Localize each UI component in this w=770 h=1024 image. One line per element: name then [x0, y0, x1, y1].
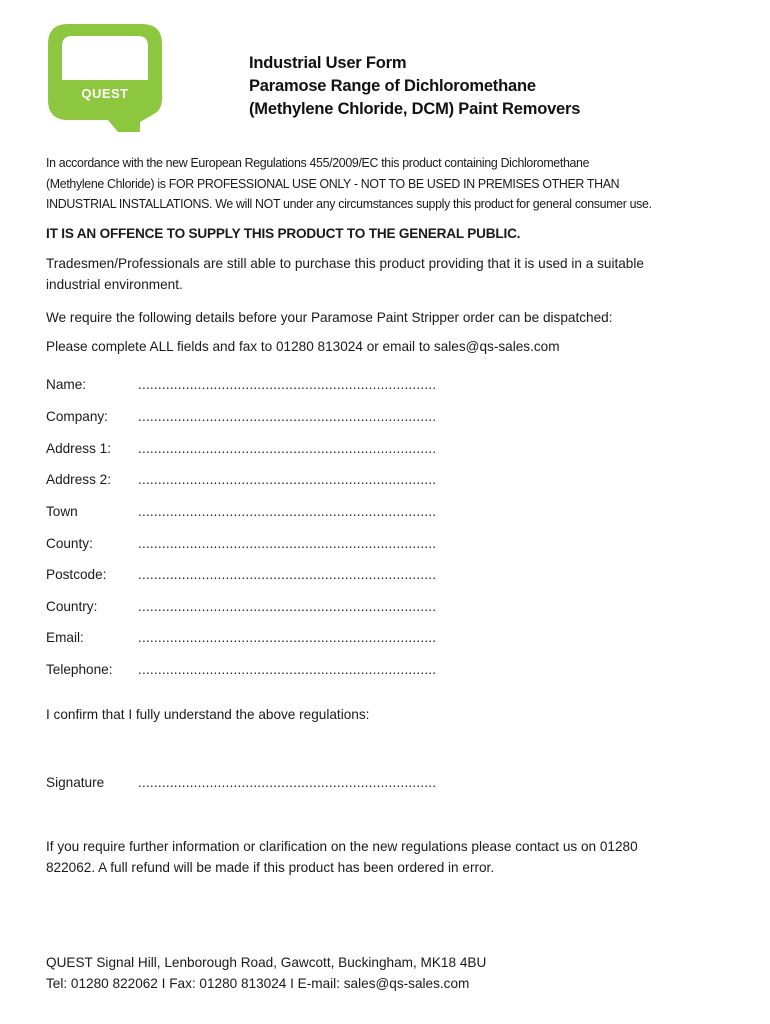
field-label: Postcode: — [46, 567, 107, 582]
field-input-line[interactable]: ........................................................................... — [138, 567, 437, 582]
intro-line-1: In accordance with the new European Regulations 455/2009/EC this product containing Dichloromethane — [46, 155, 590, 170]
contact-line-2: 822062. A full refund will be made if this product has been ordered in error. — [46, 860, 495, 875]
title-line-2: Paramose Range of Dichloromethane — [249, 77, 536, 95]
field-label: Telephone: — [46, 662, 113, 677]
tradesmen-paragraph — [46, 253, 736, 295]
field-input-line[interactable]: ........................................................................... — [138, 599, 437, 614]
intro-line-2: (Methylene Chloride) is FOR PROFESSIONAL USE ONLY - NOT TO BE USED IN PREMISES OTHER THAN — [46, 175, 620, 191]
contact-line-1: If you require further information or clarification on the new regulations please contact us on 01280 — [46, 839, 638, 854]
confirm-text: I confirm that I fully understand the above regulations: — [46, 707, 370, 722]
signature-label: Signature — [46, 775, 105, 790]
require-text: We require the following details before your Paramose Paint Stripper order can be dispatched: — [46, 310, 613, 325]
complete-instructions: Please complete ALL fields and fax to 01280 813024 or email to sales@qs-sales.com — [46, 339, 560, 354]
tradesmen-line-1: Tradesmen/Professionals are still able to purchase this product providing that it is used in a suitable — [46, 256, 644, 271]
footer-contacts: Tel: 01280 822062 I Fax: 01280 813024 I E-mail: sales@qs-sales.com — [46, 976, 470, 991]
signature-input-line[interactable]: ........................................................................... — [138, 775, 437, 790]
title-line-3: (Methylene Chloride, DCM) Paint Removers — [249, 100, 581, 118]
quest-logo — [44, 22, 166, 134]
offence-warning: IT IS AN OFFENCE TO SUPPLY THIS PRODUCT TO THE GENERAL PUBLIC. — [46, 226, 521, 241]
field-label: Address 1: — [46, 441, 111, 456]
quest-logo-graphic — [44, 22, 166, 134]
form-title — [249, 52, 729, 121]
field-label: Country: — [46, 599, 98, 614]
field-label: Town — [46, 504, 78, 519]
field-input-line[interactable]: ........................................................................... — [138, 472, 437, 487]
field-label: Email: — [46, 630, 84, 645]
field-input-line[interactable]: ........................................................................... — [138, 630, 437, 645]
title-line-1: Industrial User Form — [249, 54, 407, 72]
field-label: County: — [46, 536, 93, 551]
field-input-line[interactable]: ........................................................................... — [138, 504, 437, 519]
contact-paragraph — [46, 836, 736, 878]
field-label: Address 2: — [46, 472, 111, 487]
field-input-line[interactable]: ........................................................................... — [138, 662, 437, 677]
logo-text: QUEST — [81, 86, 129, 101]
tradesmen-line-2: industrial environment. — [46, 277, 183, 292]
field-input-line[interactable]: ........................................................................... — [138, 377, 437, 392]
footer-address: QUEST Signal Hill, Lenborough Road, Gawcott, Buckingham, MK18 4BU — [46, 955, 487, 970]
field-input-line[interactable]: ........................................................................... — [138, 409, 437, 424]
field-label: Company: — [46, 409, 108, 424]
field-input-line[interactable]: ........................................................................... — [138, 441, 437, 456]
footer — [46, 952, 486, 994]
intro-paragraph — [46, 153, 753, 215]
intro-line-3: INDUSTRIAL INSTALLATIONS. We will NOT under any circumstances supply this product for general consumer use. — [46, 196, 652, 211]
field-input-line[interactable]: ........................................................................... — [138, 536, 437, 551]
field-label: Name: — [46, 377, 87, 392]
